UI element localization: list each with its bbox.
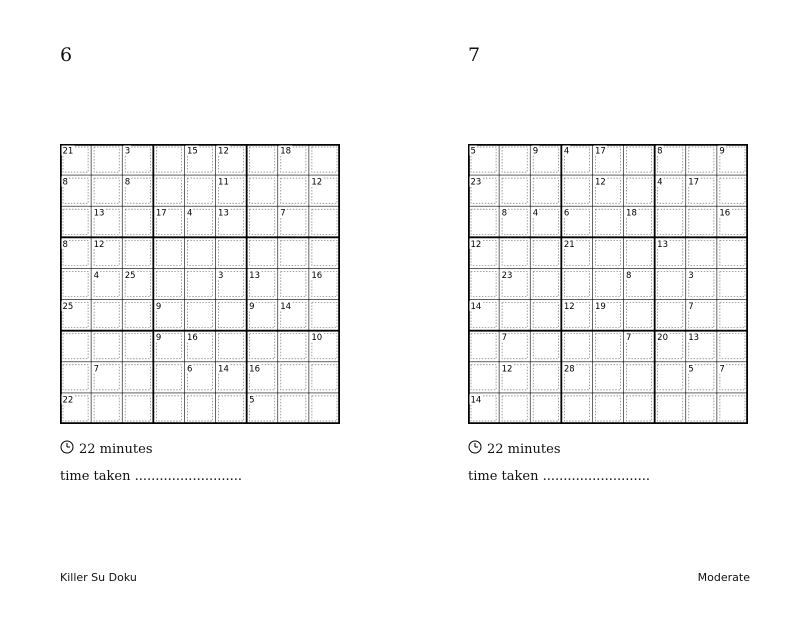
cage-outline bbox=[720, 334, 745, 359]
cage-sum-clue: 25 bbox=[124, 270, 136, 281]
clock-icon bbox=[60, 440, 74, 458]
cage-outline bbox=[720, 240, 745, 265]
cage-sum-clue: 4 bbox=[186, 208, 193, 219]
cage-sum-clue: 23 bbox=[470, 177, 482, 188]
cage-sum-clue: 9 bbox=[155, 302, 162, 313]
cage-outline bbox=[502, 240, 527, 265]
cage-outline bbox=[595, 334, 620, 359]
cage-sum-clue: 4 bbox=[93, 270, 100, 281]
cage-sum-clue: 12 bbox=[563, 302, 575, 313]
cage-outline bbox=[720, 396, 745, 421]
cage-sum-clue: 4 bbox=[657, 177, 663, 188]
time-taken-line: time taken .......................... bbox=[60, 469, 243, 484]
cage-outline bbox=[312, 365, 337, 390]
page-number: 7 bbox=[468, 44, 481, 66]
cage-sum-clue: 7 bbox=[688, 302, 694, 313]
cage-sum-clue: 16 bbox=[719, 208, 731, 219]
cage-sum-clue: 8 bbox=[657, 146, 663, 157]
page-number: 6 bbox=[60, 44, 73, 66]
cage-sum-clue: 13 bbox=[218, 208, 229, 219]
cage-outline bbox=[250, 334, 275, 359]
cage-outline bbox=[689, 240, 714, 265]
cage-outline bbox=[281, 240, 306, 265]
cage-outline bbox=[250, 240, 275, 265]
cage-outline bbox=[125, 365, 150, 390]
cage-outline bbox=[312, 240, 337, 265]
grid-svg bbox=[60, 144, 340, 424]
cage-outline bbox=[471, 209, 496, 234]
cage-sum-clue: 8 bbox=[501, 208, 508, 219]
cage-outline bbox=[689, 396, 714, 421]
cage-sum-clue: 13 bbox=[249, 270, 260, 281]
cage-outline bbox=[219, 240, 244, 265]
cage-sum-clue: 19 bbox=[594, 302, 606, 313]
cage-sum-clue: 7 bbox=[719, 364, 725, 375]
cage-outline bbox=[187, 240, 212, 265]
cage-outline bbox=[187, 396, 212, 421]
cage-outline bbox=[595, 365, 620, 390]
cage-outline bbox=[312, 209, 337, 234]
cage-sum-clue: 22 bbox=[62, 395, 74, 406]
cage-sum-clue: 3 bbox=[218, 270, 224, 281]
target-time bbox=[468, 440, 561, 458]
cage-outline bbox=[281, 365, 306, 390]
cage-outline bbox=[94, 334, 119, 359]
cage-sum-clue: 28 bbox=[563, 364, 575, 375]
cage-outline bbox=[533, 240, 558, 265]
cage-sum-clue: 12 bbox=[501, 364, 513, 375]
cage-outline bbox=[627, 365, 652, 390]
cage-outline bbox=[63, 209, 88, 234]
cage-sum-clue: 13 bbox=[657, 239, 668, 250]
cage-outline bbox=[156, 365, 181, 390]
cage-sum-clue: 13 bbox=[688, 333, 700, 344]
cage-outline bbox=[533, 271, 558, 296]
cage-outline bbox=[219, 303, 244, 328]
cage-sum-clue: 5 bbox=[470, 146, 476, 157]
cage-outline bbox=[94, 396, 119, 421]
cage-outline bbox=[502, 178, 527, 203]
killer-sudoku-grid bbox=[60, 144, 340, 424]
cage-outline bbox=[502, 147, 527, 172]
cage-sum-clue: 9 bbox=[719, 146, 725, 157]
cage-outline bbox=[187, 271, 212, 296]
grid-svg bbox=[468, 144, 748, 424]
killer-sudoku-grid bbox=[468, 144, 748, 424]
cage-sum-clue: 12 bbox=[470, 239, 482, 250]
cage-outline bbox=[219, 396, 244, 421]
cage-sum-clue: 16 bbox=[249, 364, 260, 375]
cage-outline bbox=[627, 147, 652, 172]
cage-sum-clue: 18 bbox=[280, 146, 292, 157]
cage-sum-clue: 13 bbox=[93, 208, 105, 219]
cage-sum-clue: 8 bbox=[626, 270, 632, 281]
cage-outline bbox=[627, 240, 652, 265]
cage-outline bbox=[658, 365, 683, 390]
cage-outline bbox=[281, 271, 306, 296]
footer-difficulty: Moderate bbox=[697, 571, 750, 584]
cage-sum-clue: 20 bbox=[657, 333, 668, 344]
cage-outline bbox=[502, 303, 527, 328]
cage-sum-clue: 12 bbox=[93, 239, 105, 250]
cage-outline bbox=[533, 303, 558, 328]
cage-outline bbox=[94, 303, 119, 328]
cage-outline bbox=[125, 209, 150, 234]
cage-outline bbox=[627, 303, 652, 328]
cage-outline bbox=[658, 271, 683, 296]
cage-outline bbox=[312, 147, 337, 172]
target-time-label: 22 minutes bbox=[487, 441, 561, 457]
cage-sum-clue: 4 bbox=[563, 146, 570, 157]
cage-outline bbox=[187, 303, 212, 328]
cage-outline bbox=[658, 396, 683, 421]
cage-outline bbox=[689, 147, 714, 172]
cage-sum-clue: 3 bbox=[688, 270, 694, 281]
cage-sum-clue: 9 bbox=[532, 146, 539, 157]
cage-outline bbox=[156, 178, 181, 203]
cage-sum-clue: 16 bbox=[311, 270, 323, 281]
cage-outline bbox=[125, 240, 150, 265]
cage-sum-clue: 14 bbox=[280, 302, 292, 313]
cage-sum-clue: 21 bbox=[563, 239, 575, 250]
cage-outline bbox=[63, 271, 88, 296]
cage-sum-clue: 25 bbox=[62, 302, 74, 313]
cage-outline bbox=[658, 209, 683, 234]
cage-outline bbox=[281, 178, 306, 203]
cage-sum-clue: 12 bbox=[311, 177, 323, 188]
cage-sum-clue: 14 bbox=[470, 395, 482, 406]
cage-sum-clue: 9 bbox=[155, 333, 162, 344]
cage-sum-clue: 11 bbox=[218, 177, 229, 188]
cage-outline bbox=[595, 271, 620, 296]
target-time-label: 22 minutes bbox=[79, 441, 153, 457]
cage-outline bbox=[156, 396, 181, 421]
cage-sum-clue: 17 bbox=[688, 177, 700, 188]
cage-sum-clue: 17 bbox=[155, 208, 167, 219]
cage-sum-clue: 12 bbox=[594, 177, 606, 188]
cage-outline bbox=[281, 334, 306, 359]
footer-book-title: Killer Su Doku bbox=[60, 571, 137, 584]
time-taken-line: time taken .......................... bbox=[468, 469, 651, 484]
cage-outline bbox=[658, 303, 683, 328]
cage-sum-clue: 14 bbox=[218, 364, 229, 375]
cage-outline bbox=[595, 396, 620, 421]
cage-outline bbox=[533, 396, 558, 421]
cage-outline bbox=[156, 271, 181, 296]
cage-sum-clue: 3 bbox=[124, 146, 131, 157]
cage-outline bbox=[250, 147, 275, 172]
target-time bbox=[60, 440, 153, 458]
cage-sum-clue: 7 bbox=[280, 208, 286, 219]
cage-outline bbox=[63, 365, 88, 390]
cage-outline bbox=[156, 240, 181, 265]
cage-outline bbox=[627, 396, 652, 421]
cage-sum-clue: 17 bbox=[594, 146, 606, 157]
cage-outline bbox=[187, 178, 212, 203]
cage-sum-clue: 10 bbox=[311, 333, 323, 344]
cage-sum-clue: 7 bbox=[501, 333, 508, 344]
cage-sum-clue: 12 bbox=[218, 146, 229, 157]
cage-outline bbox=[471, 365, 496, 390]
cage-sum-clue: 16 bbox=[186, 333, 198, 344]
cage-outline bbox=[564, 178, 589, 203]
cage-outline bbox=[533, 365, 558, 390]
cage-sum-clue: 4 bbox=[532, 208, 539, 219]
cage-outline bbox=[595, 209, 620, 234]
cage-outline bbox=[627, 178, 652, 203]
cage-outline bbox=[63, 334, 88, 359]
cage-outline bbox=[312, 303, 337, 328]
cage-outline bbox=[94, 147, 119, 172]
cage-outline bbox=[564, 334, 589, 359]
cage-outline bbox=[689, 209, 714, 234]
cage-outline bbox=[533, 334, 558, 359]
cage-outline bbox=[564, 396, 589, 421]
cage-outline bbox=[156, 147, 181, 172]
cage-sum-clue: 8 bbox=[62, 177, 68, 188]
cage-sum-clue: 6 bbox=[186, 364, 193, 375]
cage-sum-clue: 15 bbox=[186, 146, 198, 157]
cage-sum-clue: 6 bbox=[563, 208, 570, 219]
cage-sum-clue: 23 bbox=[501, 270, 513, 281]
cage-sum-clue: 8 bbox=[124, 177, 131, 188]
cage-outline bbox=[281, 396, 306, 421]
cage-outline bbox=[250, 209, 275, 234]
cage-outline bbox=[125, 396, 150, 421]
cage-sum-clue: 18 bbox=[626, 208, 637, 219]
cage-outline bbox=[533, 178, 558, 203]
cage-outline bbox=[595, 240, 620, 265]
cage-sum-clue: 7 bbox=[626, 333, 632, 344]
cage-outline bbox=[312, 396, 337, 421]
cage-sum-clue: 14 bbox=[470, 302, 482, 313]
cage-sum-clue: 5 bbox=[249, 395, 255, 406]
cage-outline bbox=[125, 334, 150, 359]
cage-outline bbox=[564, 271, 589, 296]
cage-outline bbox=[720, 178, 745, 203]
cage-outline bbox=[250, 178, 275, 203]
cage-sum-clue: 7 bbox=[93, 364, 100, 375]
cage-outline bbox=[720, 303, 745, 328]
cage-sum-clue: 9 bbox=[249, 302, 255, 313]
cage-sum-clue: 5 bbox=[688, 364, 694, 375]
cage-outline bbox=[471, 334, 496, 359]
cage-sum-clue: 21 bbox=[62, 146, 74, 157]
cage-outline bbox=[502, 396, 527, 421]
cage-outline bbox=[471, 271, 496, 296]
clock-icon bbox=[468, 440, 482, 458]
cage-outline bbox=[219, 334, 244, 359]
cage-outline bbox=[720, 271, 745, 296]
cage-outline bbox=[125, 303, 150, 328]
cage-sum-clue: 8 bbox=[62, 239, 68, 250]
cage-outline bbox=[94, 178, 119, 203]
